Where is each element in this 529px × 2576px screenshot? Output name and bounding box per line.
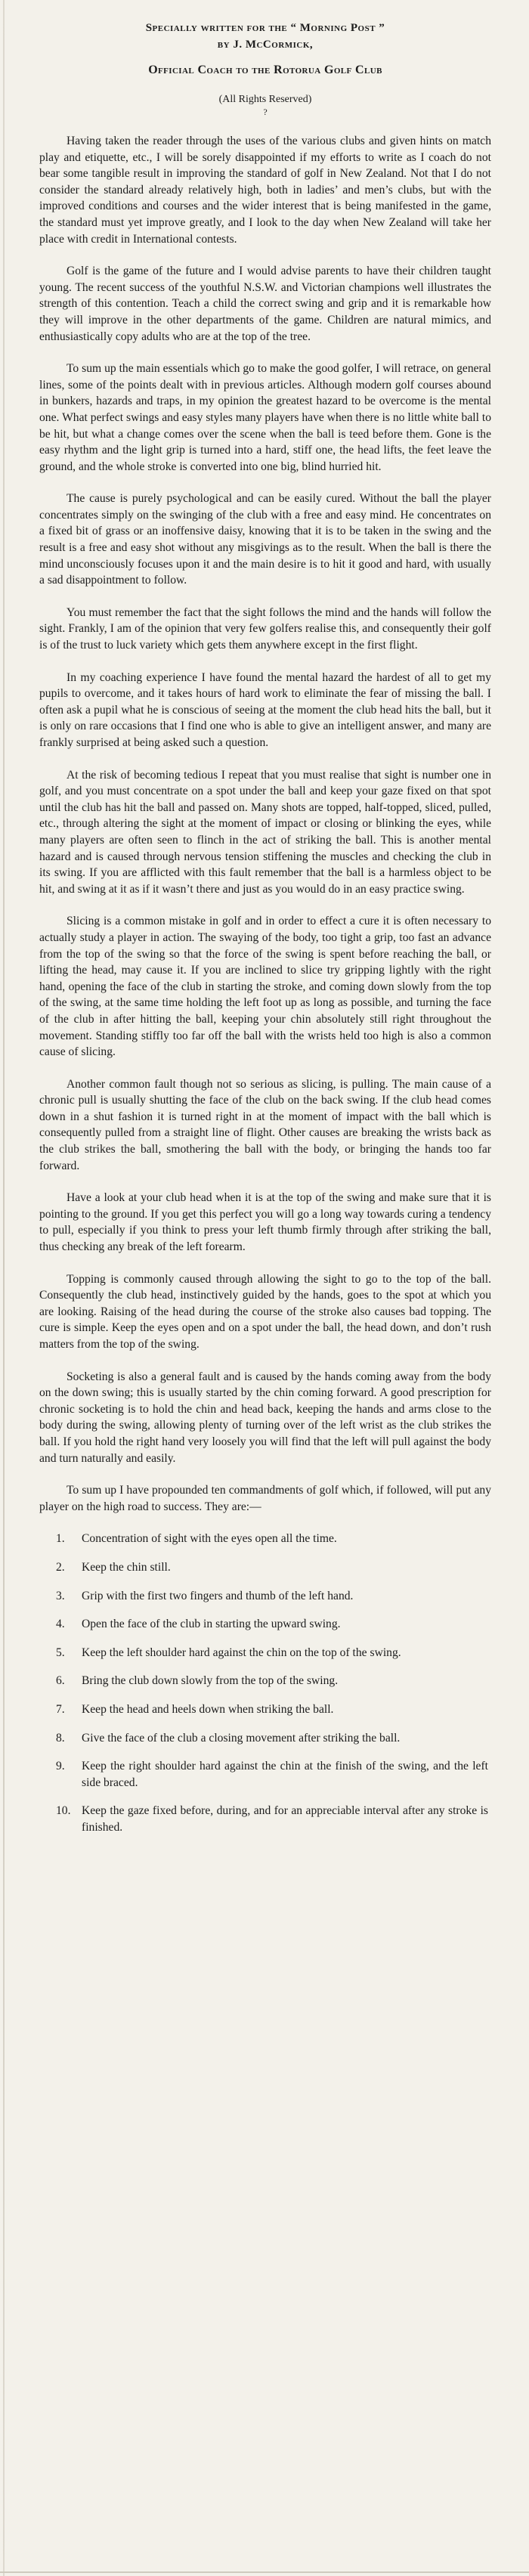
item-text: Concentration of sight with the eyes open all the time. bbox=[82, 1532, 337, 1546]
paragraph-pulling: Another common fault though not so serious as slicing, is pulling. The main cause of a chronic pull is usually shutting the face of the club on the back swing. If the club head comes down in a shut fashion it is turned right in at the moment of impact with the ball which is consequently pulled from a straight line of flight. Other causes are breaking the wrists back as the club strikes the ball, smothering the ball with the body, or bringing the hands too far forward. bbox=[39, 1077, 491, 1172]
article-header bbox=[39, 20, 491, 116]
list-item bbox=[56, 1645, 491, 1661]
list-item bbox=[56, 1531, 491, 1547]
scan-bottom-edge bbox=[0, 2571, 529, 2573]
paragraph-tedious: At the risk of becoming tedious I repeat that you must realise that sight is number one in golf, and you must concentrate on a spot under the ball and keep your gaze fixed on that spot until the club has hit the ball and passed on. Many shots are topped, half-topped, sliced, pulled, etc., through altering the sight at the moment of impact or closing or blinking the eyes, while many players are often seen to flinch in the act of striking the ball. This is another mental hazard and is caused through nervous tension stiffening the muscles and checking the club in its swing. If you are afflicted with this fault remember that the ball is a harmless object to be hit, and swing at it as if it wasn’t there and just as you would do in an easy practice swing. bbox=[39, 768, 491, 896]
list-item bbox=[56, 1758, 491, 1791]
paragraph-socketing: Socketing is also a general fault and is caused by the hands coming away from the body on the down swing; this is usually started by the chin coming forward. A good prescription for chronic socketing is to hold the chin and head back, keeping the hands and arms close to the body during the swing, allowing plenty of turning over of the left wrist as the club strikes the ball. If you hold the right hand very loosely you will find that the left will pull against the body and turn naturally and easily. bbox=[39, 1370, 491, 1465]
item-text: Keep the chin still. bbox=[82, 1560, 171, 1574]
list-item bbox=[56, 1616, 491, 1633]
paragraph-topping: Topping is commonly caused through allowing the sight to go to the top of the ball. Consequently the club head, instinctively guided by the hands, goes to the spot at which you are looking. Raising of the head during the course of the stroke also causes bad topping. The cure is simple. Keep the eyes open and on a spot under the ball, the head down, and don’t rush matters from the top of the swing. bbox=[39, 1272, 491, 1351]
paragraph-mental-hazard: To sum up the main essentials which go to make the good golfer, I will retrace, on general lines, some of the points dealt with in previous articles. Although modern golf courses abound in bunkers, hazards and traps, in my opinion the greatest hazard to be overcome is the mental one. What perfect swings and easy styles many players have when there is no little white ball to be hit, but what a change comes over the scene when the ball is teed before them. Gone is the easy rhythm and the light grip is turned into a hard, stiff one, the head lifts, the feet leave the ground, and the whole stroke is converted into one big, blind hurried hit. bbox=[39, 362, 491, 473]
list-item bbox=[56, 1701, 491, 1718]
item-number: 7. bbox=[56, 1702, 65, 1716]
list-item bbox=[56, 1673, 491, 1689]
paragraph-children: Golf is the game of the future and I would advise parents to have their children taught young. The recent success of the youthful N.S.W. and Victorian champions well illustrates the strength of this contention. Teach a child the correct swing and grip and it is remarkable how they will improve in the other departments of the game. Children are natural mimics, and enthusiastically copy adults who are at the top of the tree. bbox=[39, 265, 491, 343]
item-text: Keep the right shoulder hard against the chin at the finish of the swing, and the left side braced. bbox=[82, 1760, 488, 1789]
item-text: Keep the head and heels down when striking the ball. bbox=[82, 1702, 334, 1716]
article-title: Official Coach to the Rotorua Golf Club bbox=[148, 63, 382, 76]
ornament-divider: ? bbox=[263, 107, 268, 117]
commandments-list bbox=[56, 1531, 491, 1835]
item-text: Give the face of the club a closing movement after striking the ball. bbox=[82, 1731, 401, 1745]
item-number: 8. bbox=[56, 1731, 65, 1745]
list-item bbox=[56, 1588, 491, 1605]
list-item bbox=[56, 1730, 491, 1747]
paragraph-club-head: Have a look at your club head when it is at the top of the swing and make sure that it is pointing to the ground. If you get this perfect you will go a long way towards curing a tendency to pull, especially if you think to press your left thumb firmly through after striking the ball, thus checking any break of the left forearm. bbox=[39, 1191, 491, 1254]
item-number: 1. bbox=[56, 1532, 65, 1546]
item-text: Open the face of the club in starting the upward swing. bbox=[82, 1618, 341, 1631]
item-text: Keep the gaze fixed before, during, and for an appreciable interval after any stroke is finished. bbox=[82, 1804, 488, 1834]
item-text: Bring the club down slowly from the top of the swing. bbox=[82, 1674, 339, 1688]
list-item bbox=[56, 1559, 491, 1576]
item-number: 2. bbox=[56, 1560, 65, 1574]
item-number: 3. bbox=[56, 1589, 65, 1602]
item-number: 6. bbox=[56, 1674, 65, 1688]
item-text: Keep the left shoulder hard against the chin on the top of the swing. bbox=[82, 1646, 401, 1659]
item-number: 4. bbox=[56, 1618, 65, 1631]
list-item bbox=[56, 1803, 491, 1835]
item-text: Grip with the first two fingers and thumb of the left hand. bbox=[82, 1589, 354, 1602]
paragraph-sight: You must remember the fact that the sight follows the mind and the hands will follow the sight. Frankly, I am of the opinion that very few golfers realise this, and consequently their golf is of the trust to luck variety which gets them anywhere except in the first flight. bbox=[39, 605, 491, 652]
item-number: 9. bbox=[56, 1760, 65, 1773]
paragraph-psychological: The cause is purely psychological and can be easily cured. Without the ball the player concentrates simply on the swinging of the club with a free and easy mind. He concentrates on a fixed bit of grass or an inoffensive daisy, knowing that it is to be taken in the swing and the result is a free and easy shot without any misgivings as to the result. When the ball is there the mind unconsciously focuses upon it and the main desire is to hit it good and hard, with usually a sad disappointment to follow. bbox=[39, 492, 491, 587]
paragraph-intro: Having taken the reader through the uses of the various clubs and given hints on match play and etiquette, etc., I will be sorely disappointed if my efforts to write as I coach do not bear some tangible result in improving the standard of golf in New Zealand. Not that I do not consider the standard already relatively high, both in ladies’ and men’s clubs, but with the improved conditions and courses and the wider interest that is being manifested in the game, the standard must yet improve greatly, and I look to the day when New Zealand will take her place with credit in International contests. bbox=[39, 135, 491, 246]
item-number: 10. bbox=[56, 1804, 71, 1818]
scan-edge bbox=[3, 0, 5, 2576]
article-body bbox=[39, 133, 491, 1835]
paragraph-summary: To sum up I have propounded ten commandments of golf which, if followed, will put any player on the high road to success. They are:— bbox=[39, 1484, 491, 1513]
byline-line-1: Specially written for the “ Morning Post ” bbox=[145, 22, 385, 34]
rights-notice: (All Rights Reserved) bbox=[218, 94, 312, 105]
paragraph-coaching: In my coaching experience I have found the mental hazard the hardest of all to get my pupils to overcome, and it takes hours of hard work to eliminate the fear of missing the ball. I often ask a pupil what he is conscious of seeing at the moment the club head hits the ball, but it is only on rare occasions that I find one who is able to give an intelligent answer, and many are frankly surprised at being asked such a question. bbox=[39, 670, 491, 749]
paragraph-slicing: Slicing is a common mistake in golf and in order to effect a cure it is often necessary to actually study a player in action. The swaying of the body, too tight a grip, too fast an advance from the top of the swing so that the force of the swing is spent before reaching the ball, or lifting the head, may cause it. If you are inclined to slice try gripping lightly with the right hand, opening the face of the club in starting the stroke, and coming down slowly from the top of the swing, at the same time holding the left foot up as long as possible, and turning the face of the club in after hitting the ball, keeping your chin absolutely still right throughout the movement. Standing stiffly too far off the ball with the wrists held too high is also a common cause of slicing. bbox=[39, 915, 491, 1059]
byline-author: by J. McCormick, bbox=[217, 39, 314, 51]
item-number: 5. bbox=[56, 1646, 65, 1659]
